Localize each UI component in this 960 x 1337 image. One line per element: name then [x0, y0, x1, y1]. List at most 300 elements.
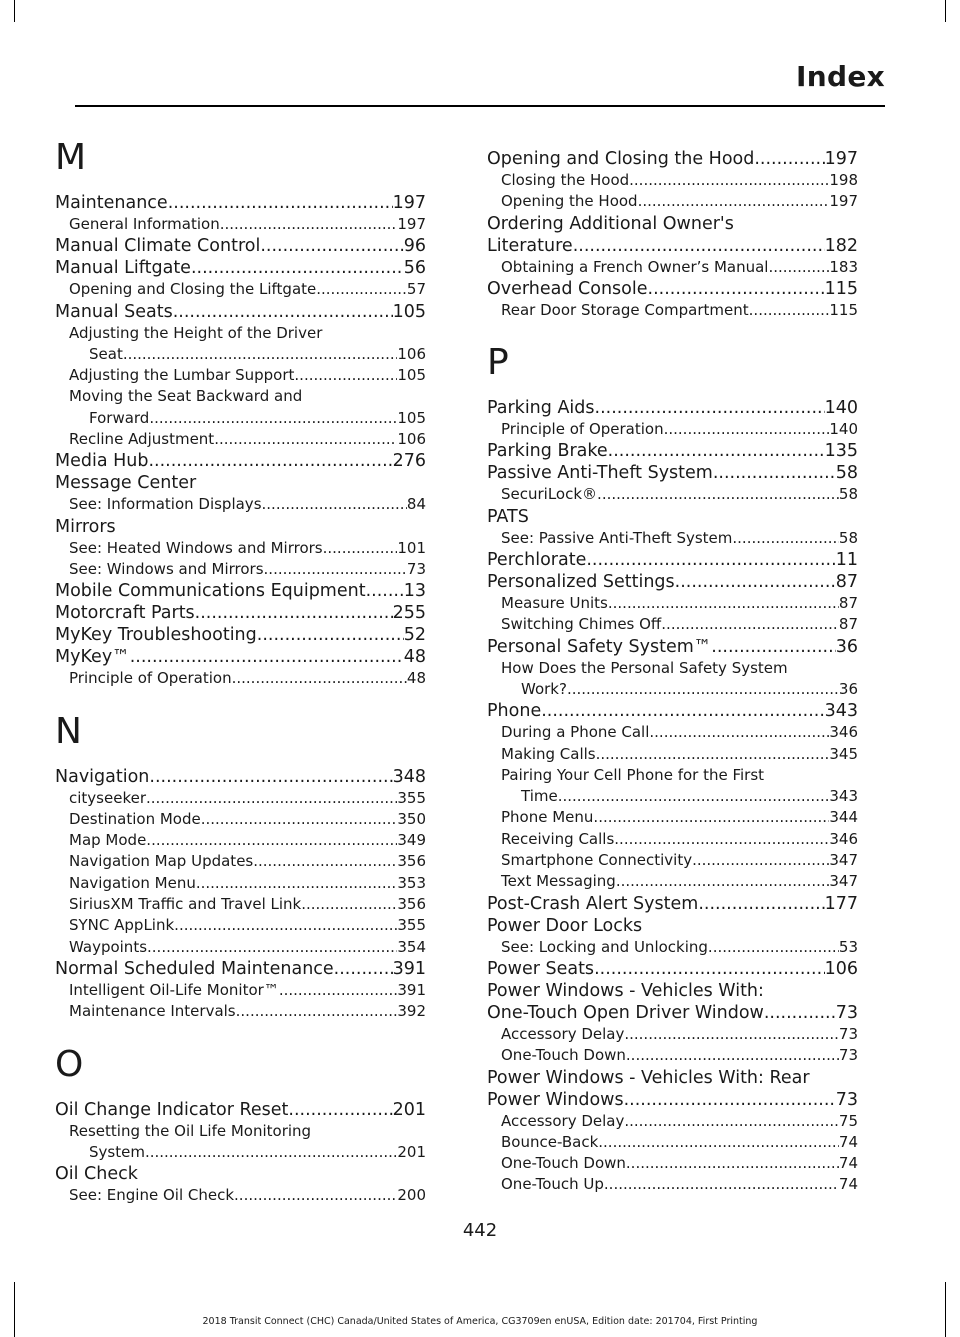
index-entry-label: See: Locking and Unlocking	[501, 937, 708, 956]
dot-leader	[214, 429, 397, 450]
index-subentry[interactable]	[55, 915, 426, 936]
dot-leader	[130, 646, 404, 668]
index-subentry-heading: Moving the Seat Backward and	[69, 387, 303, 406]
dot-leader	[236, 1001, 398, 1022]
index-page-ref: 74	[838, 1175, 858, 1194]
index-subentry[interactable]	[55, 809, 426, 830]
index-subentry[interactable]	[55, 851, 426, 872]
index-page-ref: 96	[403, 236, 426, 257]
index-entry-label: Parking Brake	[487, 441, 608, 462]
index-page-ref: 11	[835, 550, 858, 571]
dot-leader	[597, 484, 839, 505]
index-page-ref: 346	[829, 829, 858, 848]
index-page-ref: 73	[838, 1024, 858, 1043]
index-subentry[interactable]	[487, 614, 858, 635]
index-page-ref: 13	[403, 581, 426, 602]
index-page-ref: 48	[406, 669, 426, 688]
index-entry-label: Opening the Hood	[501, 192, 638, 211]
index-entry[interactable]	[487, 549, 858, 571]
index-subentry[interactable]	[487, 528, 858, 549]
index-subentry[interactable]	[487, 484, 858, 505]
index-entry-label: Manual Climate Control	[55, 236, 261, 257]
index-subentry[interactable]	[487, 593, 858, 614]
index-subentry[interactable]	[55, 538, 426, 559]
dot-leader	[145, 1142, 397, 1163]
index-subentry[interactable]	[55, 937, 426, 958]
dot-leader	[316, 279, 407, 300]
dot-leader	[595, 397, 825, 419]
index-entry-label: Opening and Closing the Hood	[487, 149, 755, 169]
index-subentry[interactable]	[55, 279, 426, 300]
index-subentry[interactable]	[55, 668, 426, 689]
index-entry-label: Closing the Hood	[501, 171, 630, 189]
index-entry[interactable]	[55, 958, 426, 980]
index-entry-label: Passive Anti-Theft System	[487, 463, 713, 484]
dot-leader	[174, 915, 397, 936]
index-entry-label: Navigation Map Updates	[69, 852, 254, 871]
index-page-ref: 57	[406, 280, 426, 299]
index-entry-label: Normal Scheduled Maintenance	[55, 958, 334, 979]
index-page-ref: 115	[829, 300, 858, 319]
index-entry-label: Literature	[487, 235, 573, 256]
dot-leader	[624, 1111, 839, 1132]
dot-leader	[664, 419, 830, 440]
index-page-ref: 197	[397, 215, 426, 233]
crop-mark	[14, 1282, 15, 1337]
dot-leader	[173, 301, 393, 323]
dot-leader	[768, 257, 829, 278]
index-page-ref: 58	[835, 463, 858, 484]
index-subentry-heading: How Does the Personal Safety System	[501, 658, 788, 677]
index-page-ref: 52	[403, 625, 426, 646]
index-entry-label: Waypoints	[69, 937, 148, 956]
index-entry-label: Phone	[487, 701, 542, 722]
index-page-ref: 354	[397, 937, 426, 956]
index-page-ref: 355	[397, 788, 426, 807]
index-heading: Power Door Locks	[487, 915, 643, 936]
dot-leader	[196, 873, 398, 894]
index-heading: Message Center	[55, 473, 197, 494]
index-entry-label: Time	[521, 787, 558, 806]
index-entry-label: Rear Door Storage Compartment	[501, 300, 749, 319]
index-subentry[interactable]	[487, 829, 858, 850]
index-entry-label: Accessory Delay	[501, 1024, 625, 1043]
index-subentry[interactable]	[55, 873, 426, 894]
index-entry-label: Power Seats	[487, 958, 595, 979]
dot-leader	[191, 257, 404, 279]
dot-leader	[638, 191, 830, 212]
dot-leader	[123, 344, 398, 365]
index-entry-label: One-Touch Up	[501, 1175, 604, 1194]
index-section-letter: M	[55, 137, 87, 178]
index-page-ref: 344	[829, 808, 858, 827]
index-entry-label: Personalized Settings	[487, 572, 675, 593]
dot-leader	[604, 1174, 839, 1195]
index-subentry[interactable]	[487, 679, 858, 700]
index-subentry[interactable]	[487, 419, 858, 440]
index-entry-label: SecuriLock®	[501, 485, 598, 504]
dot-leader	[220, 214, 398, 235]
dot-leader	[260, 235, 403, 257]
index-heading: Power Windows - Vehicles With: Rear	[487, 1067, 810, 1088]
index-page-ref: 350	[397, 809, 426, 828]
index-entry-label: Forward	[89, 408, 150, 427]
index-section-letter: O	[55, 1043, 84, 1085]
dot-leader	[711, 636, 835, 658]
dot-leader	[614, 829, 829, 850]
index-page-ref: 105	[397, 408, 426, 427]
index-entry-label: Obtaining a French Owner’s Manual	[501, 257, 769, 276]
index-entry-label: Personal Safety System™	[487, 636, 712, 657]
index-subentry[interactable]	[487, 1111, 858, 1132]
dot-leader	[624, 1024, 839, 1045]
crop-mark	[945, 0, 946, 22]
index-page-ref: 87	[838, 594, 858, 613]
dot-leader	[168, 192, 393, 214]
dot-leader	[616, 871, 830, 892]
dot-leader	[626, 1045, 839, 1066]
index-entry-label: Manual Seats	[55, 301, 173, 322]
index-entry[interactable]	[487, 397, 858, 419]
index-entry-label: Work?	[521, 679, 567, 698]
dot-leader	[648, 278, 825, 300]
index-entry-label: Parking Aids	[487, 398, 595, 419]
index-entry-label: MyKey Troubleshooting	[55, 625, 257, 646]
index-page-ref: 348	[392, 766, 426, 787]
index-entry-label: Adjusting the Lumbar Support	[69, 366, 295, 385]
dot-leader	[708, 937, 839, 958]
index-page-ref: 201	[397, 1142, 426, 1161]
index-entry-label: During a Phone Call	[501, 723, 650, 742]
index-entry[interactable]	[55, 580, 426, 602]
index-entry[interactable]	[487, 636, 858, 658]
index-entry-label: General Information	[69, 215, 220, 233]
index-entry-label: Principle of Operation	[69, 669, 232, 688]
dot-leader	[661, 614, 839, 635]
index-section-letter: N	[55, 710, 82, 752]
index-entry-label: Receiving Calls	[501, 829, 615, 848]
dot-leader	[301, 894, 397, 915]
index-subentry[interactable]	[487, 1153, 858, 1174]
index-entry-label: Overhead Console	[487, 278, 648, 299]
index-subentry[interactable]	[55, 214, 426, 235]
index-page-ref: 73	[835, 1002, 858, 1023]
dot-leader	[629, 170, 829, 191]
index-entry-label: cityseeker	[69, 788, 146, 807]
index-page-ref: 140	[829, 420, 858, 439]
index-page-ref: 115	[824, 278, 858, 299]
index-page-ref: 56	[403, 258, 426, 279]
index-entry-label: Power Windows	[487, 1089, 624, 1110]
index-page-ref: 73	[835, 1089, 858, 1110]
index-page-ref: 58	[838, 528, 858, 547]
dot-leader	[698, 893, 824, 915]
index-page-ref: 197	[829, 192, 858, 211]
index-entry-label: Phone Menu	[501, 808, 594, 827]
index-entry-label: System	[89, 1142, 145, 1161]
index-subentry[interactable]	[487, 722, 858, 743]
index-subentry[interactable]	[55, 494, 426, 515]
index-subentry[interactable]	[55, 1001, 426, 1022]
index-entry-label: Bounce-Back	[501, 1132, 599, 1151]
index-subentry[interactable]	[55, 365, 426, 386]
index-entry[interactable]	[55, 192, 426, 214]
index-entry[interactable]	[487, 148, 858, 170]
index-page-ref: 200	[397, 1186, 426, 1205]
index-entry[interactable]	[487, 1089, 858, 1111]
index-entry[interactable]	[487, 1002, 858, 1024]
dot-leader	[201, 809, 398, 830]
index-subentry[interactable]	[487, 300, 858, 321]
index-page-ref: 177	[824, 893, 858, 914]
index-subentry[interactable]	[55, 830, 426, 851]
dot-leader	[692, 850, 829, 871]
index-subentry[interactable]	[55, 1142, 426, 1163]
index-entry[interactable]	[55, 624, 426, 646]
index-entry-label: See: Engine Oil Check	[69, 1186, 235, 1205]
index-subentry[interactable]	[55, 344, 426, 365]
dot-leader	[288, 1099, 392, 1121]
index-entry-label: Measure Units	[501, 594, 608, 613]
index-page-ref: 353	[397, 873, 426, 892]
index-entry-label: Map Mode	[69, 831, 147, 850]
index-subentry[interactable]	[487, 1174, 858, 1195]
index-entry-label: Seat	[89, 344, 123, 363]
index-entry[interactable]	[487, 700, 858, 722]
index-page-ref: 347	[829, 872, 858, 891]
index-page-ref: 343	[824, 701, 858, 722]
index-entry-label: One-Touch Open Driver Window	[487, 1002, 764, 1023]
index-heading: Power Windows - Vehicles With:	[487, 980, 764, 1001]
index-entry[interactable]	[55, 1099, 426, 1121]
dot-leader	[264, 559, 407, 580]
index-entry-label: Accessory Delay	[501, 1111, 625, 1130]
index-page-ref: 58	[838, 485, 858, 504]
index-page-ref: 345	[829, 744, 858, 763]
index-entry-label: Maintenance	[55, 193, 168, 213]
index-page-ref: 255	[392, 603, 426, 624]
dot-leader	[586, 549, 835, 571]
index-entry-label: Switching Chimes Off	[501, 615, 662, 634]
index-page-ref: 105	[397, 366, 426, 385]
index-page-ref: 355	[397, 916, 426, 935]
index-page-ref: 106	[824, 958, 858, 979]
index-page-ref: 74	[838, 1154, 858, 1173]
index-subentry[interactable]	[55, 1185, 426, 1206]
index-page-ref: 36	[838, 679, 858, 698]
index-subentry[interactable]	[487, 850, 858, 871]
index-subentry[interactable]	[55, 429, 426, 450]
index-entry-label: Smartphone Connectivity	[501, 851, 693, 870]
index-entry-label: Perchlorate	[487, 550, 587, 571]
dot-leader	[567, 679, 839, 700]
index-page-ref: 201	[392, 1099, 426, 1120]
dot-leader	[764, 1002, 836, 1024]
index-entry-label: Oil Change Indicator Reset	[55, 1099, 289, 1120]
index-page-ref: 74	[838, 1132, 858, 1151]
index-subentry[interactable]	[487, 807, 858, 828]
index-subentry[interactable]	[55, 408, 426, 429]
crop-mark	[14, 0, 15, 22]
index-page-ref: 391	[392, 958, 426, 979]
index-entry-label: Navigation	[55, 766, 150, 787]
index-entry-label: See: Passive Anti-Theft System	[501, 528, 733, 547]
index-page-ref: 73	[406, 559, 426, 578]
index-entry-label: Mobile Communications Equipment	[55, 581, 366, 602]
index-entry-label: See: Information Displays	[69, 495, 262, 514]
index-subentry[interactable]	[487, 1045, 858, 1066]
index-entry-label: Navigation Menu	[69, 873, 196, 892]
section-spacer	[55, 690, 426, 714]
crop-mark	[945, 1282, 946, 1337]
index-subentry[interactable]	[487, 744, 858, 765]
index-entry[interactable]	[55, 301, 426, 323]
dot-leader	[334, 958, 393, 980]
dot-leader	[594, 958, 825, 980]
dot-leader	[366, 580, 404, 602]
dot-leader	[257, 624, 404, 646]
dot-leader	[146, 788, 397, 809]
index-subentry[interactable]	[487, 1024, 858, 1045]
dot-leader	[147, 937, 397, 958]
section-spacer	[55, 1023, 426, 1047]
index-page-ref: 84	[406, 495, 426, 514]
dot-leader	[732, 528, 839, 549]
index-entry[interactable]	[487, 440, 858, 462]
dot-leader	[558, 786, 830, 807]
index-entry-label: One-Touch Down	[501, 1154, 626, 1173]
index-page-ref: 197	[824, 149, 858, 169]
index-subentry[interactable]	[55, 980, 426, 1001]
index-subentry[interactable]	[55, 788, 426, 809]
index-page-ref: 356	[397, 852, 426, 871]
index-heading: Ordering Additional Owner's	[487, 213, 734, 234]
index-heading: PATS	[487, 506, 529, 527]
dot-leader	[541, 700, 824, 722]
index-entry-label: Media Hub	[55, 451, 149, 472]
dot-leader	[146, 830, 397, 851]
page-number: 442	[462, 1220, 498, 1241]
index-page-ref: 53	[838, 937, 858, 956]
index-heading: Mirrors	[55, 516, 116, 537]
index-page-ref: 182	[824, 235, 858, 256]
index-page-ref: 135	[824, 441, 858, 462]
header-divider	[75, 105, 885, 107]
dot-leader	[649, 722, 829, 743]
index-subentry[interactable]	[55, 559, 426, 580]
index-column-left	[55, 137, 426, 1206]
index-entry-label: Maintenance Intervals	[69, 1002, 236, 1021]
dot-leader	[608, 593, 839, 614]
dot-leader	[262, 494, 407, 515]
index-subentry[interactable]	[487, 871, 858, 892]
index-entry-label: Recline Adjustment	[69, 430, 215, 449]
index-entry-label: Text Messaging	[501, 872, 616, 891]
dot-leader	[749, 300, 830, 321]
index-entry[interactable]	[55, 766, 426, 788]
index-subentry[interactable]	[55, 894, 426, 915]
index-column-right	[487, 148, 858, 1196]
index-page-ref: 106	[397, 344, 426, 363]
index-entry-label: Destination Mode	[69, 809, 201, 828]
index-entry-label: SYNC AppLink	[69, 916, 175, 935]
index-page-ref: 73	[838, 1046, 858, 1065]
index-subentry[interactable]	[487, 1132, 858, 1153]
index-page-ref: 36	[835, 636, 858, 657]
index-entry[interactable]	[487, 571, 858, 593]
index-page-ref: 198	[829, 171, 858, 189]
index-entry[interactable]	[55, 235, 426, 257]
index-entry[interactable]	[55, 602, 426, 624]
index-heading: Oil Check	[55, 1164, 138, 1185]
dot-leader	[675, 571, 836, 593]
index-entry-label: Manual Liftgate	[55, 258, 191, 279]
index-subentry[interactable]	[487, 937, 858, 958]
index-subentry[interactable]	[487, 170, 858, 191]
dot-leader	[149, 766, 392, 788]
index-subentry[interactable]	[487, 786, 858, 807]
index-entry-label: Post-Crash Alert System	[487, 893, 699, 914]
dot-leader	[294, 365, 397, 386]
dot-leader	[253, 851, 397, 872]
dot-leader	[149, 408, 397, 429]
index-entry-label: One-Touch Down	[501, 1046, 626, 1065]
index-subentry[interactable]	[487, 257, 858, 278]
index-page-ref: 347	[829, 851, 858, 870]
index-entry[interactable]	[487, 235, 858, 257]
index-entry[interactable]	[55, 450, 426, 472]
index-section-letter: P	[487, 342, 509, 384]
dot-leader	[598, 1132, 839, 1153]
index-entry-label: See: Heated Windows and Mirrors	[69, 538, 323, 557]
index-entry-label: Intelligent Oil-Life Monitor™	[69, 980, 279, 999]
index-page-ref: 75	[838, 1111, 858, 1130]
index-entry[interactable]	[487, 462, 858, 484]
section-spacer	[487, 321, 858, 345]
index-page-ref: 346	[829, 723, 858, 742]
dot-leader	[148, 450, 392, 472]
index-entry[interactable]	[55, 646, 426, 668]
index-entry-label: SiriusXM Traffic and Travel Link	[69, 895, 302, 914]
index-subentry-heading: Adjusting the Height of the Driver	[69, 323, 323, 342]
footer-edition-info: 2018 Transit Connect (CHC) Canada/United States of America, CG3709en enUSA, Edition date: 201704, First Printing	[202, 1316, 758, 1327]
index-page-ref: 87	[838, 615, 858, 634]
dot-leader	[713, 462, 836, 484]
page-title: Index	[796, 60, 885, 93]
dot-leader	[624, 1089, 836, 1111]
index-subentry[interactable]	[487, 191, 858, 212]
index-entry[interactable]	[487, 893, 858, 915]
index-page-ref: 391	[397, 980, 426, 999]
index-page-ref: 276	[392, 451, 426, 472]
dot-leader	[608, 440, 825, 462]
index-page-ref: 105	[392, 301, 426, 322]
index-page-ref: 140	[824, 398, 858, 419]
index-page-ref: 106	[397, 430, 426, 449]
index-entry-label: Opening and Closing the Liftgate	[69, 280, 317, 299]
index-entry[interactable]	[487, 278, 858, 300]
index-entry-label: Principle of Operation	[501, 420, 664, 439]
index-page-ref: 392	[397, 1002, 426, 1021]
index-entry[interactable]	[487, 958, 858, 980]
index-page-ref: 349	[397, 831, 426, 850]
index-entry-label: MyKey™	[55, 647, 130, 668]
index-page-ref: 356	[397, 895, 426, 914]
index-subentry-heading: Resetting the Oil Life Monitoring	[69, 1121, 312, 1140]
index-page-ref: 197	[392, 193, 426, 213]
dot-leader	[279, 980, 398, 1001]
index-entry[interactable]	[55, 257, 426, 279]
